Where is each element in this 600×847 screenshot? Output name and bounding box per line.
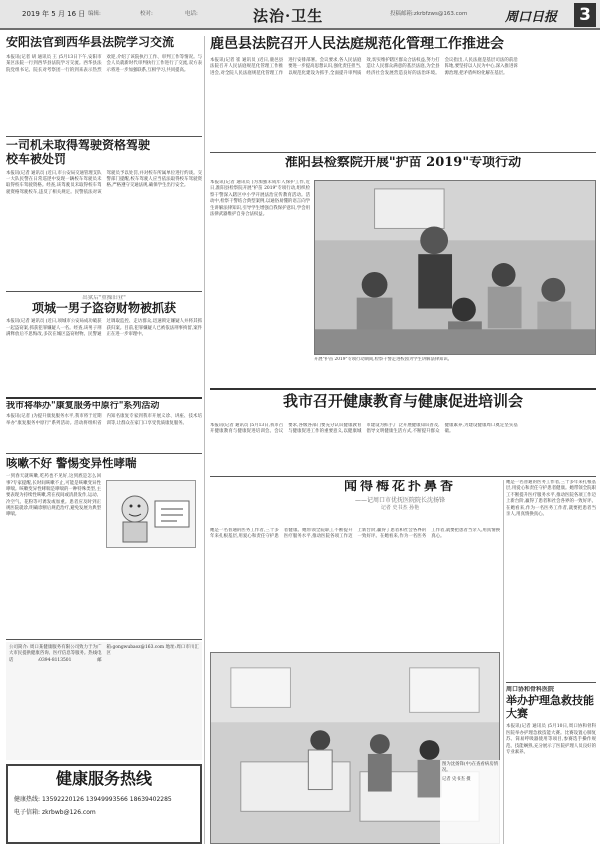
feature-body: 她是一名普通的医务工作者,三十多年来扎根基层,用爱心和责任守护患者健康。她带领全院职工不断提升医疗服务水平,推动医院各项工作迈上新台阶,赢得了患者和社会各界的一致好评。在她看来,作为一名医务工作者,就要把患者当亲人,用真情换真心。 bbox=[210, 528, 500, 540]
article-body: 本报讯(记者 通讯员 )近日,市公安局交通管理支队一大队民警在日常巡逻中发现一辆校车驾驶员未取得校车驾驶资格。经查,该驾驶员未取得校车驾驶资格驾驶校车,违反了相关规定。民警依法对该驾驶员予以处罚,并对校车所属单位进行约谈。交警部门提醒,校车驾驶人应当依法取得校车驾驶资格,严格遵守交通法规,确保学生出行安全。 bbox=[6, 170, 202, 195]
proof-label: 校对: bbox=[140, 11, 153, 17]
hotline-title: 健康服务热线 bbox=[55, 769, 152, 788]
article-title: 咳嗽不好 警惕变异性哮喘 bbox=[6, 457, 137, 470]
article-huaiyang-header bbox=[210, 156, 596, 178]
article-anyang bbox=[6, 36, 202, 134]
page-number: 3 bbox=[574, 3, 596, 27]
article-asthma bbox=[6, 457, 202, 637]
article-title: 鹿邑县法院召开人民法庭规范化管理工作推进会 bbox=[210, 36, 504, 52]
health-hotline-box bbox=[6, 764, 202, 844]
article-body: 一到春天就咳嗽,吃药也不见好,这到底是怎么回事?专家提醒,长时间咳嗽不止,可能是咳嗽变异性哮喘。咳嗽变异性哮喘是哮喘的一种特殊类型,主要表现为持续性咳嗽,常在夜间或清晨发作,运动、冷空气、花粉等可诱发或加重。患者应及时到正规医院就诊,明确诊断后规范治疗,避免发展为典型哮喘。 bbox=[6, 474, 101, 518]
article-title: 淮阳县检察院开展"护苗 2019"专项行动 bbox=[284, 156, 522, 170]
article-title: 项城一男子盗窃财物被抓获 bbox=[31, 300, 176, 315]
advertisement-block bbox=[6, 642, 202, 760]
hotline-phones: 13592220126 13949993566 18639402285 bbox=[41, 796, 172, 804]
article-huaiyang bbox=[210, 180, 310, 355]
article-nursing-contest bbox=[506, 686, 596, 844]
hotline-email: zkrbwb@126.com bbox=[41, 809, 96, 817]
article-theft bbox=[6, 295, 202, 395]
article-body: 本报讯(记者 通讯员 )5月10日,周口协和骨科医院举办护理急救技能大赛。比赛设置心肺复苏、简易呼吸器使用等项目,参赛选手操作规范、技能娴熟,充分展示了医院护理人员良好的专业素养。 bbox=[506, 724, 596, 755]
article-health-training bbox=[210, 423, 596, 473]
editor-label: 编辑: bbox=[88, 11, 101, 17]
article-rehab bbox=[6, 401, 202, 451]
feature-title: 闻得梅花扑鼻香 bbox=[343, 480, 456, 494]
article-luyi-court bbox=[210, 36, 596, 150]
article-school-bus bbox=[6, 139, 202, 289]
article-body: 本报讯(记者 通讯员 )近日,项城市公安局成功破获一起盗窃案,抓获犯罪嫌疑人一名。经查,该男子刑满释放后不思悔改,多次在城区盗窃财物。民警通过调取监控、走访群众,迅速锁定嫌疑人并将其抓获归案。目前,犯罪嫌疑人已被依法刑事拘留,案件正在进一步审理中。 bbox=[6, 319, 202, 338]
classroom-photo bbox=[314, 180, 596, 355]
feature-subtitle: ——记周口市优抚医院院长沈扬锋 bbox=[354, 496, 445, 504]
ward-photo-caption: 图为沈扬锋(中)在查看病房情况。 记者 史书杰 摄 bbox=[440, 760, 500, 844]
feature-byline: 记者 史书杰 孙艳 bbox=[380, 505, 420, 512]
article-kicker: 周口协和骨科医院 bbox=[506, 686, 555, 693]
article-body: 本报讯(记者 胡 通讯员 王 )5月13日下午,安阳市某区法院一行到西华县法院学习交流。西华县法院党组书记、院长对考察团一行的到来表示热烈欢迎,介绍了该院执行工作、审判工作等情况。与会人员就新时代审判执行工作进行了交流,双方表示将进一步加强联系,互相学习,共同提高。 bbox=[6, 54, 202, 73]
feature-body-continued: 她是一名普通的医务工作者,三十多年来扎根基层,用爱心和责任守护患者健康。她带领全院职工不断提升医疗服务水平,推动医院各项工作迈上新台阶,赢得了患者和社会各界的一致好评。在她看来,作为一名医务工作者,就要把患者当亲人,用真情换真心。 bbox=[506, 480, 596, 517]
article-body: 本报讯(记者 通讯员 )为加强未成年人保护工作,近日,淮阳县检察院开展"护苗 2019"专项行动,组织检察干警深入辖区中小学开展法治宣传教育活动。活动中,检察干警结合典型案例,以通俗易懂的语言向学生讲解法律知识,引导学生增强自我保护意识,学会用法律武器维护自身合法权益。 bbox=[210, 180, 310, 217]
article-title: 安阳法官到西华县法院学习交流 bbox=[6, 36, 175, 49]
desk-label: 电话: bbox=[185, 11, 198, 17]
hotline-email-label: 电子信箱: bbox=[14, 809, 41, 817]
paper-name: 周口日报 bbox=[505, 10, 558, 25]
article-body: 本报讯(记者 崔 通讯员 )近日,鹿邑县法院召开人民法庭规范化管理工作推进会,对全院人民法庭规范化管理工作进行安排部署。会议要求,各人民法庭要进一步提高思想认识,强化责任担当,以规范化建设为抓手,全面提升审判质效,切实维护辖区群众合法权益,努力打造让人民群众满意的基层法庭,为全县经济社会发展营造良好的法治环境。会议指出,人民法庭是基层司法的前沿阵地,要坚持以人民为中心,深入推进诉源治理,把矛盾纠纷化解在基层。 bbox=[210, 58, 518, 76]
article-kicker: 出狱后"重操旧业" bbox=[82, 295, 126, 301]
health-cartoon-illustration bbox=[106, 480, 196, 548]
ad-text: 公司简介: 周口某健康服务有限公司致力于为广大市民提供健康咨询、医疗信息等服务。热线电话:0394-8113501 邮箱:gongwubaoz@163.com 地址:周口市川汇区 bbox=[9, 645, 199, 663]
hotline-phone-label: 健康热线: bbox=[14, 796, 41, 804]
article-title: 我市将举办"康复服务中原行"系列活动 bbox=[6, 401, 160, 411]
article-body: 本报讯(记者 通讯员 )5月13日,我市召开健康教育与健康促进培训会。会议要求,各级各部门要充分认识健康教育与健康促进工作的重要意义,以健康城市建设为抓手,广泛开展健康知识普及,倡导文明健康生活方式,不断提升群众健康素养,为建设健康周口奠定坚实基础。 bbox=[210, 423, 518, 435]
article-title: 举办护理急救技能大赛 bbox=[506, 694, 594, 720]
photo-caption: 开展"护苗 2019"专项行动期间,检察干警走进校园为学生讲解法律知识。 bbox=[314, 357, 452, 362]
page-header bbox=[0, 0, 600, 30]
article-title: 一司机未取得驾驶资格驾驶校车被处罚 bbox=[6, 139, 151, 166]
article-body: 本报讯(记者 )为提升康复服务水平,我市将于近期举办"康复服务中原行"系列活动。活动将组织省内知名康复专家到我市开展义诊、讲座、技术培训等,让群众在家门口享受优质康复服务。 bbox=[6, 414, 202, 426]
feature-header bbox=[300, 480, 500, 522]
section-title: 法治·卫生 bbox=[253, 7, 324, 25]
issue-date: 2019 年 5 月 16 日 bbox=[22, 10, 86, 18]
article-title: 我市召开健康教育与健康促进培训会 bbox=[282, 393, 523, 410]
email-label: 投稿邮箱:zkrbfzws@163.com bbox=[390, 11, 468, 17]
article-health-training-header bbox=[210, 393, 596, 421]
